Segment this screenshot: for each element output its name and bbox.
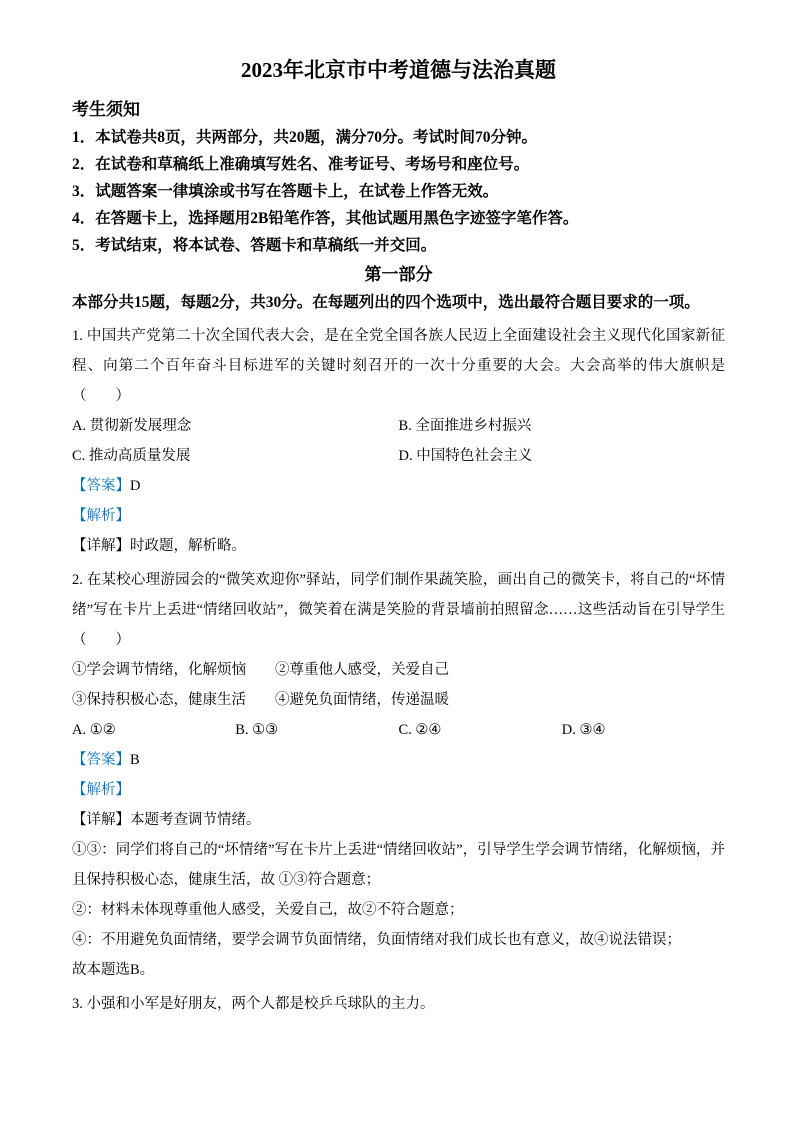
page-title: 2023年北京市中考道德与法治真题 xyxy=(241,58,556,82)
answer-label: 【答案】 xyxy=(72,478,130,494)
question-2 xyxy=(72,565,725,985)
question-2-option-d: D. ③④ xyxy=(561,722,606,738)
part-one-header: 第一部分 xyxy=(364,265,433,284)
analysis-label: 【解析】 xyxy=(72,508,130,524)
question-2-options xyxy=(72,715,725,745)
part-one-description: 本部分共15题，每题2分，共30分。在每题列出的四个选项中，选出最符合题目要求的一项。 xyxy=(72,294,700,311)
question-2-option-a: A. ①② xyxy=(72,722,116,738)
notice-item-5: 5．考试结束，将本试卷、答题卡和草稿纸一并交回。 xyxy=(72,237,437,254)
question-1-option-b: B. 全面推进乡村振兴 xyxy=(398,418,532,434)
question-1-option-a: A. 贯彻新发展理念 xyxy=(72,418,192,434)
question-1-option-c: C. 推动高质量发展 xyxy=(72,448,191,464)
question-1-stem: 1. 中国共产党第二十次全国代表大会，是在全党全国各族人民迈上全面建设社会主义现代化国家新征程、向第二个百年奋斗目标进军的关键时刻召开的一次十分重要的大会。大会高举的伟大旗帜是（ ） xyxy=(72,328,725,404)
answer-value: B xyxy=(130,752,140,768)
question-2-items-line-1: ①学会调节情绪，化解烦恼 ②尊重他人感受，关爱自己 xyxy=(72,662,449,678)
question-2-answer-line xyxy=(72,745,725,775)
question-3-stem: 3. 小强和小军是好朋友，两个人都是校乒乓球队的主力。 xyxy=(72,996,435,1012)
notice-item-1: 1．本试卷共8页，共两部分，共20题，满分70分。考试时间70分钟。 xyxy=(72,129,538,146)
question-1-analysis-line xyxy=(72,501,725,531)
question-2-analysis-line xyxy=(72,775,725,805)
analysis-label: 【解析】 xyxy=(72,782,130,798)
question-2-option-c: C. ②④ xyxy=(398,722,442,738)
question-2-detail-intro: 【详解】本题考查调节情绪。 xyxy=(72,812,261,828)
answer-value: D xyxy=(130,478,141,494)
question-1-detail: 【详解】时政题，解析略。 xyxy=(72,538,246,554)
question-2-detail-point-2: ②：材料未体现尊重他人感受，关爱自己，故②不符合题意； xyxy=(72,902,464,918)
question-2-stem: 2. 在某校心理游园会的“微笑欢迎你”驿站，同学们制作果蔬笑脸，画出自己的微笑卡，将自己的“坏情绪”写在卡片上丢进“情绪回收站”，微笑着在满是笑脸的背景墙前拍照留念……这些活动旨在引导学生（ ） xyxy=(72,572,725,648)
notice-item-3: 3．试题答案一律填涂或书写在答题卡上，在试卷上作答无效。 xyxy=(72,183,499,200)
notice-item-4: 4．在答题卡上，选择题用2B铅笔作答，其他试题用黑色字迹签字笔作答。 xyxy=(72,210,579,227)
question-2-items-line-2: ③保持积极心态，健康生活 ④避免负面情绪，传递温暖 xyxy=(72,692,449,708)
question-2-option-b: B. ①③ xyxy=(235,722,279,738)
answer-label: 【答案】 xyxy=(72,752,130,768)
notice-header: 考生须知 xyxy=(72,100,140,119)
question-1-option-d: D. 中国特色社会主义 xyxy=(398,448,533,464)
question-1-answer-line xyxy=(72,471,725,501)
question-1 xyxy=(72,321,725,561)
question-3 xyxy=(72,989,725,1019)
question-2-detail-point-3: ④：不用避免负面情绪，要学会调节负面情绪，负面情绪对我们成长也有意义，故④说法错误； xyxy=(72,932,681,948)
notice-item-2: 2．在试卷和草稿纸上准确填写姓名、准考证号、考场号和座位号。 xyxy=(72,156,530,173)
question-2-detail-point-1: ①③：同学们将自己的“坏情绪”写在卡片上丢进“情绪回收站”，引导学生学会调节情绪，化解烦恼，并且保持积极心态，健康生活，故 ①③符合题意； xyxy=(72,842,725,888)
question-1-options xyxy=(72,411,725,471)
question-2-detail-conclusion: 故本题选B。 xyxy=(72,962,155,978)
